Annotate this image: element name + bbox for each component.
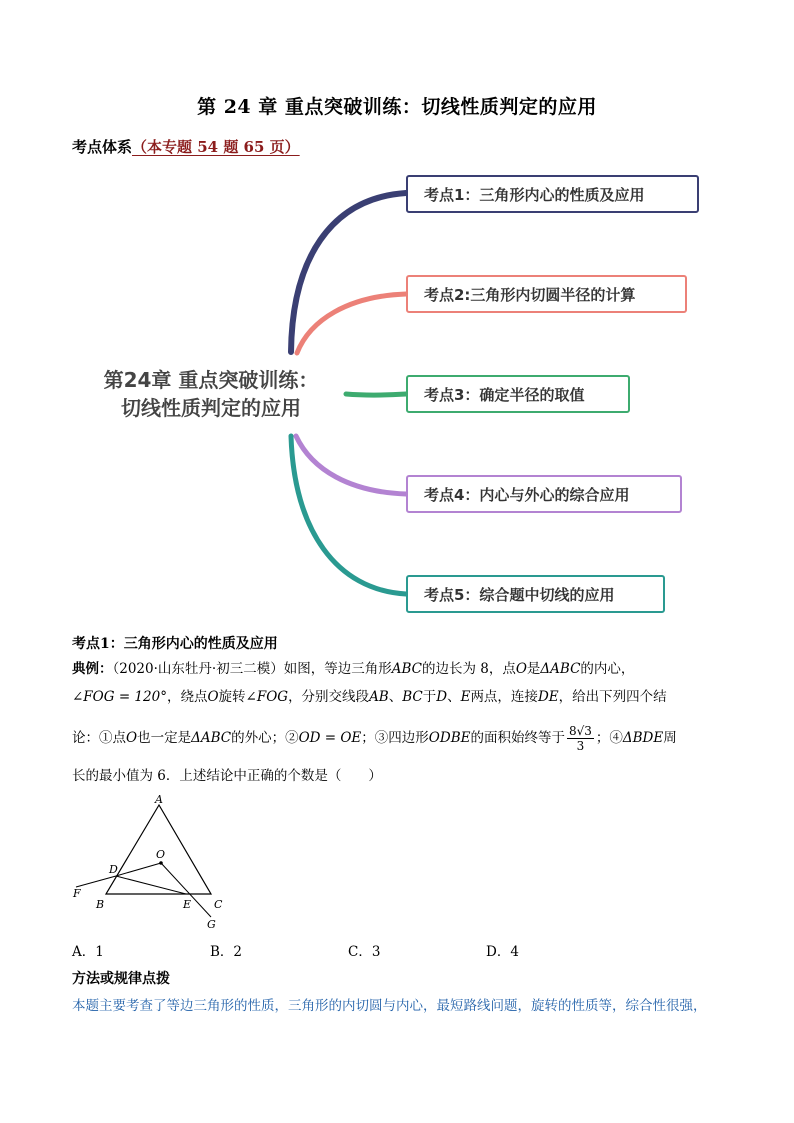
mindmap-node-3: 考点3：确定半径的取值 [406, 375, 630, 413]
label-G: G [207, 918, 216, 931]
mindmap-node-1: 考点1：三角形内心的性质及应用 [406, 175, 699, 213]
connector-4 [296, 436, 406, 494]
choice-a[interactable]: A．1 [72, 944, 104, 960]
mindmap-center-line1: 第24章 重点突破训练： [103, 368, 319, 392]
choice-b[interactable]: B．2 [210, 944, 243, 960]
label-D: D [109, 863, 118, 876]
fraction-8root3-over-3: $\frac{8√3}{3}$ [568, 724, 592, 753]
problem-line-3: 论：①点O也一定是ΔABC的外心；②OD = OE；③四边形ODBE的面积始终等于 $\frac{8√3}{3}$ ；④ΔBDE周 [72, 724, 677, 753]
method-body: 本题主要考查了等边三角形的性质，三角形的内切圆与内心，最短路线问题，旋转的性质等，综合性很强， [72, 998, 707, 1014]
choice-c[interactable]: C．3 [348, 944, 381, 960]
label-C: C [214, 898, 223, 911]
section-heading: 考点1：三角形内心的性质及应用 [72, 636, 278, 652]
label-A: A [155, 793, 163, 806]
connector-5 [291, 436, 406, 594]
method-heading: 方法或规律点拨 [72, 971, 170, 987]
label-B: B [96, 898, 105, 911]
problem-line-4: 长的最小值为 6．上述结论中正确的个数是（ ） [72, 768, 382, 784]
choice-d[interactable]: D．4 [486, 944, 519, 960]
topic-system-label: 考点体系 [72, 138, 133, 156]
triangle-figure [66, 792, 236, 932]
connector-3 [346, 394, 406, 395]
label-O: O [156, 848, 166, 861]
connector-2 [297, 294, 406, 353]
topic-system-scope: （本专题 54 题 65 页） [132, 138, 300, 156]
mindmap-node-5: 考点5：综合题中切线的应用 [406, 575, 665, 613]
connector-1 [291, 193, 406, 352]
label-F: F [73, 887, 81, 900]
page-title: 第 24 章 重点突破训练：切线性质判定的应用 [197, 96, 597, 118]
mindmap-center-topic [86, 366, 336, 422]
mindmap-node-2: 考点2:三角形内切圆半径的计算 [406, 275, 687, 313]
mindmap-center-line2: 切线性质判定的应用 [121, 396, 301, 420]
problem-line-1: 典例：（2020·山东牡丹·初三二模）如图，等边三角形ABC的边长为 8，点O是ΔABC的内心， [72, 661, 635, 677]
mindmap-node-4: 考点4：内心与外心的综合应用 [406, 475, 682, 513]
problem-line-2: ∠FOG = 120°，绕点O旋转∠FOG，分别交线段AB、BC于D、E两点，连接DE，给出下列四个结 [72, 689, 667, 705]
label-E: E [183, 898, 192, 911]
